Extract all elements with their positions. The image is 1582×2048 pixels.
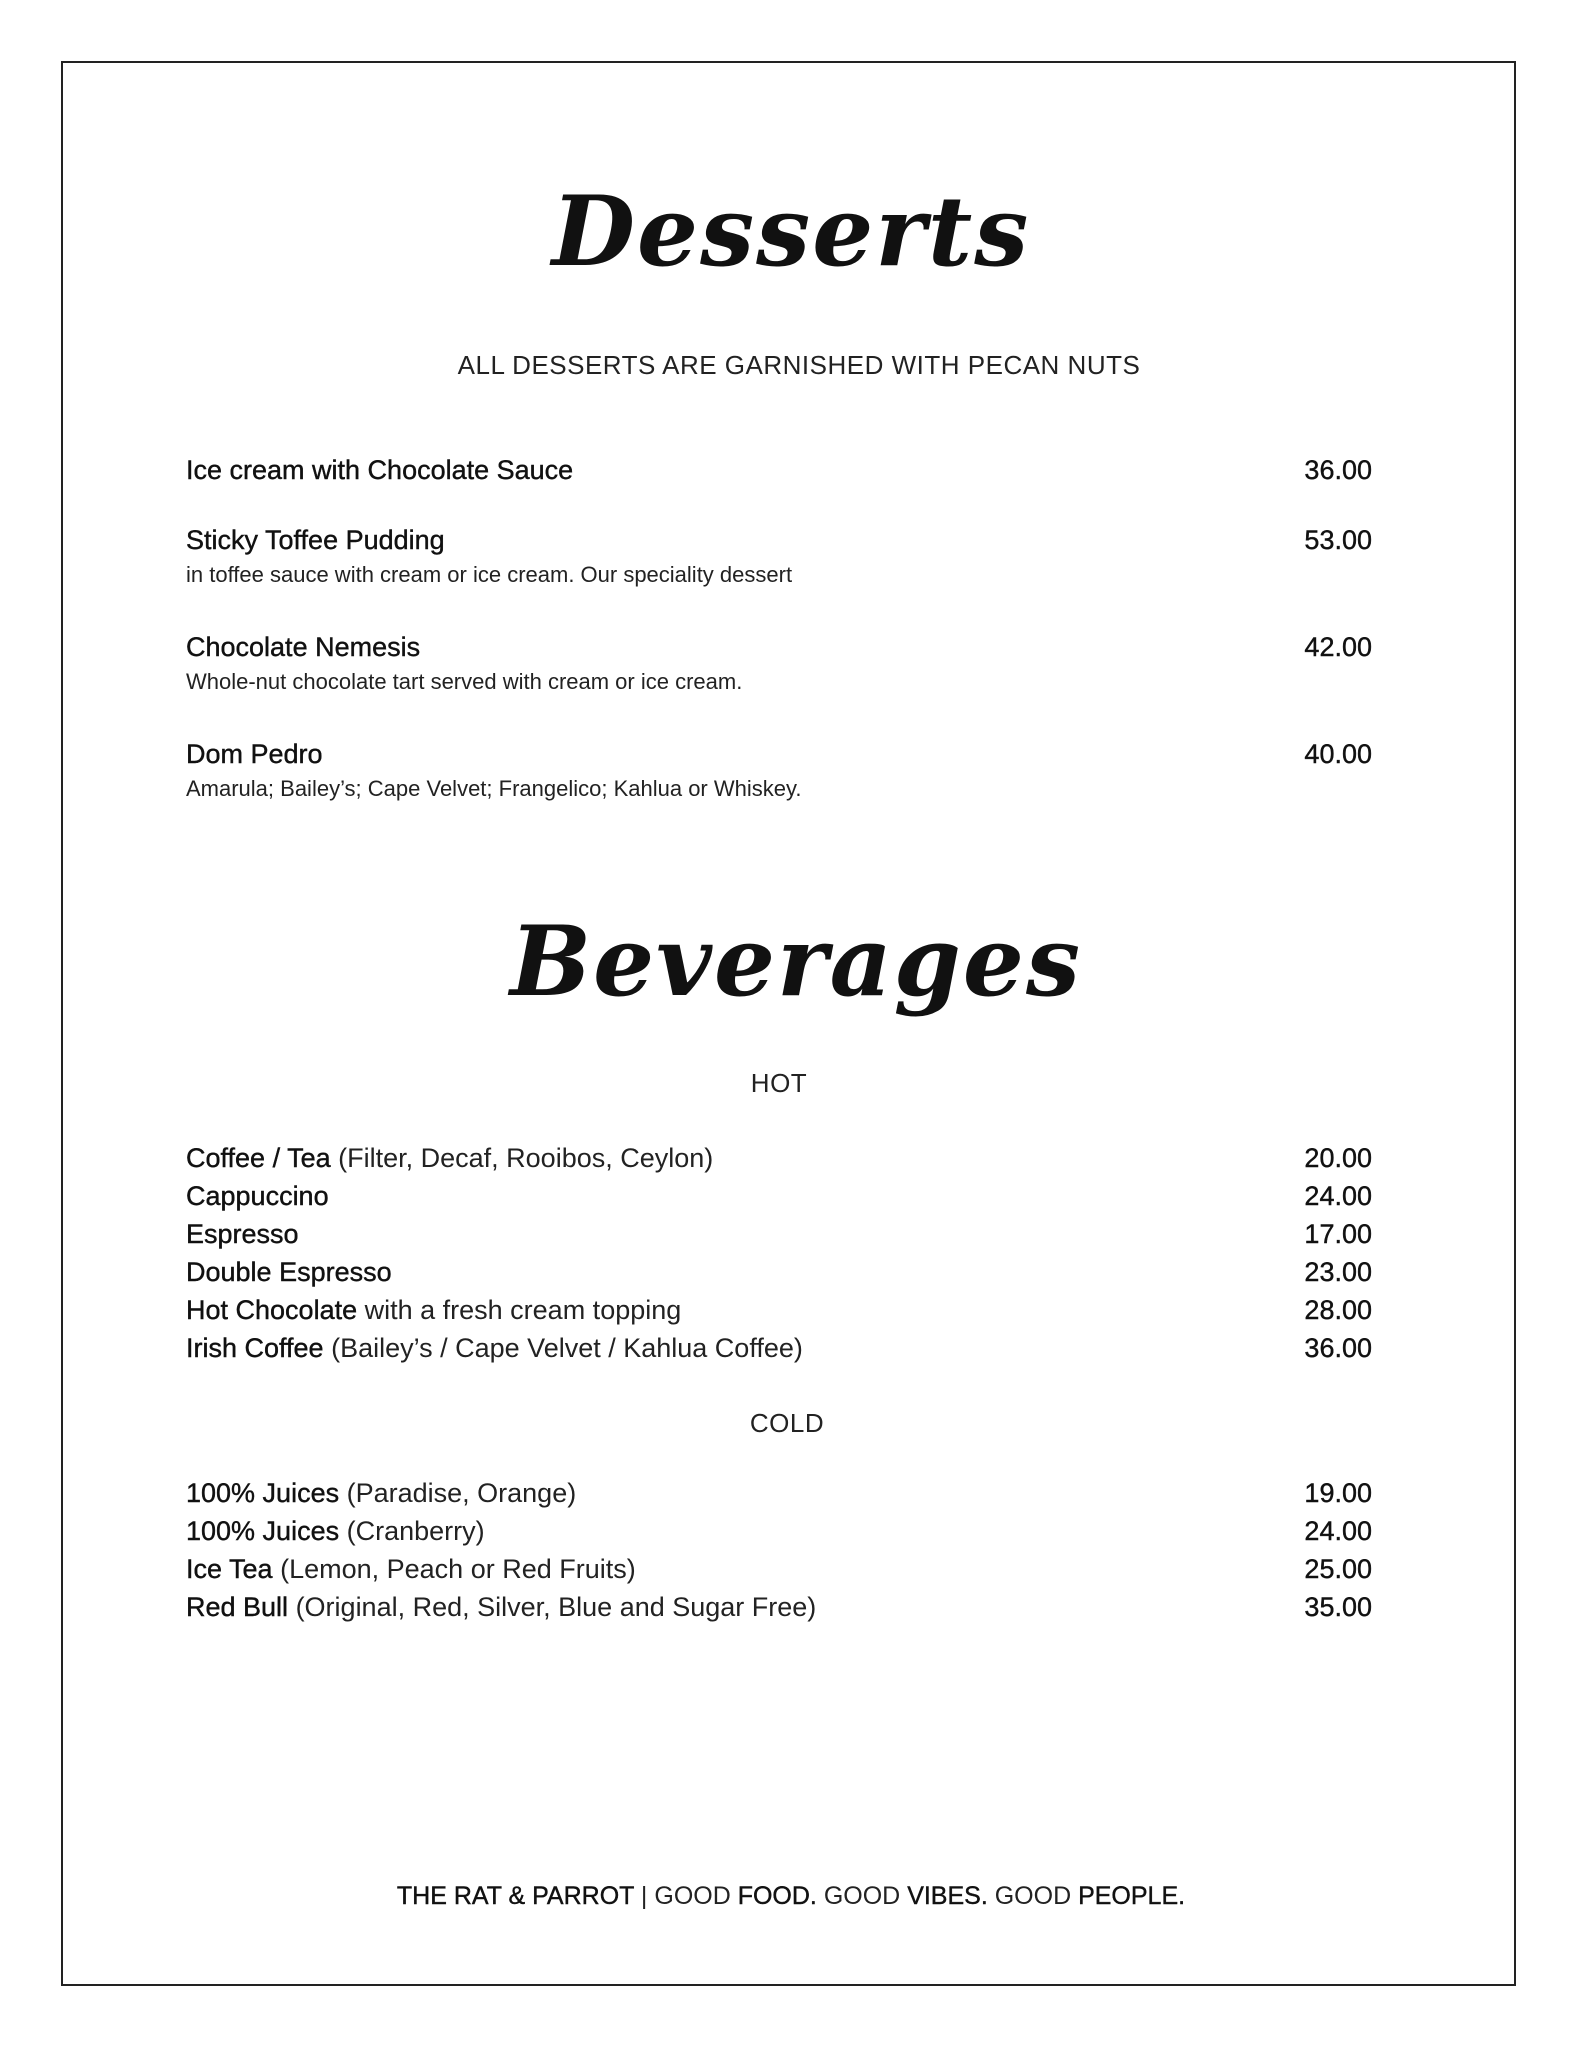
beverage-description: (Cranberry)	[339, 1516, 485, 1546]
beverage-item	[186, 1295, 681, 1326]
footer-brand: THE RAT & PARROT	[396, 1882, 634, 1910]
desserts-note: ALL DESSERTS ARE GARNISHED WITH PECAN NUTS	[457, 350, 1141, 380]
beverage-price: 25.00	[1304, 1554, 1372, 1584]
beverages-heading: Beverages	[509, 905, 1083, 1018]
beverage-item	[186, 1181, 329, 1212]
footer-vibes: VIBES.	[907, 1882, 988, 1910]
beverage-price: 17.00	[1304, 1219, 1372, 1249]
dessert-item-price: 36.00	[1304, 455, 1372, 485]
beverage-description: (Original, Red, Silver, Blue and Sugar Free)	[288, 1592, 817, 1622]
beverage-price: 24.00	[1304, 1181, 1372, 1211]
desserts-heading: Desserts	[551, 175, 1031, 288]
footer-good: GOOD	[816, 1882, 908, 1910]
beverage-name: 100% Juices	[186, 1516, 340, 1546]
dessert-item-price: 42.00	[1304, 632, 1372, 662]
dessert-item-name: Dom Pedro	[186, 739, 323, 769]
dessert-item-description: in toffee sauce with cream or ice cream. Our speciality dessert	[186, 562, 793, 587]
beverage-price: 35.00	[1304, 1592, 1372, 1622]
beverage-name: Irish Coffee	[186, 1333, 324, 1363]
dessert-item-name: Sticky Toffee Pudding	[186, 525, 445, 555]
beverage-item	[186, 1592, 816, 1623]
beverage-description: (Paradise, Orange)	[339, 1478, 577, 1508]
dessert-item-description: Whole-nut chocolate tart served with cream or ice cream.	[186, 669, 743, 694]
beverage-name: Cappuccino	[186, 1181, 329, 1211]
beverage-price: 36.00	[1304, 1333, 1372, 1363]
hot-section-label: HOT	[750, 1068, 808, 1098]
beverage-name: 100% Juices	[186, 1478, 340, 1508]
beverage-price: 24.00	[1304, 1516, 1372, 1546]
beverage-name: Double Espresso	[186, 1257, 392, 1287]
beverage-description: (Filter, Decaf, Rooibos, Ceylon)	[330, 1143, 714, 1173]
beverage-item	[186, 1219, 299, 1250]
footer-good: GOOD	[987, 1882, 1079, 1910]
dessert-item-price: 40.00	[1304, 739, 1372, 769]
dessert-item-description: Amarula; Bailey’s; Cape Velvet; Frangelico; Kahlua or Whiskey.	[186, 776, 802, 801]
beverage-price: 19.00	[1304, 1478, 1372, 1508]
beverage-item	[186, 1257, 392, 1288]
beverage-name: Espresso	[186, 1219, 299, 1249]
dessert-item-name: Ice cream with Chocolate Sauce	[186, 455, 574, 485]
beverage-item	[186, 1478, 576, 1509]
beverage-item	[186, 1516, 485, 1547]
beverage-name: Red Bull	[186, 1592, 289, 1622]
beverage-item	[186, 1554, 636, 1585]
beverage-description: with a fresh cream topping	[357, 1295, 682, 1325]
beverage-price: 23.00	[1304, 1257, 1372, 1287]
beverage-item	[186, 1333, 803, 1364]
footer-good: GOOD	[654, 1882, 738, 1910]
footer-separator: |	[633, 1882, 655, 1910]
beverage-description: (Bailey’s / Cape Velvet / Kahlua Coffee)	[323, 1333, 803, 1363]
dessert-item-name: Chocolate Nemesis	[186, 632, 421, 662]
beverage-name: Coffee / Tea	[186, 1143, 331, 1173]
beverage-item	[186, 1143, 713, 1174]
cold-section-label: COLD	[749, 1408, 825, 1438]
footer-food: FOOD.	[737, 1882, 817, 1910]
beverage-price: 20.00	[1304, 1143, 1372, 1173]
beverage-price: 28.00	[1304, 1295, 1372, 1325]
beverage-name: Hot Chocolate	[186, 1295, 358, 1325]
beverage-name: Ice Tea	[186, 1554, 273, 1584]
dessert-item-price: 53.00	[1304, 525, 1372, 555]
footer-tagline	[0, 1882, 1582, 1911]
beverage-description: (Lemon, Peach or Red Fruits)	[272, 1554, 636, 1584]
footer-people: PEOPLE.	[1078, 1882, 1186, 1910]
